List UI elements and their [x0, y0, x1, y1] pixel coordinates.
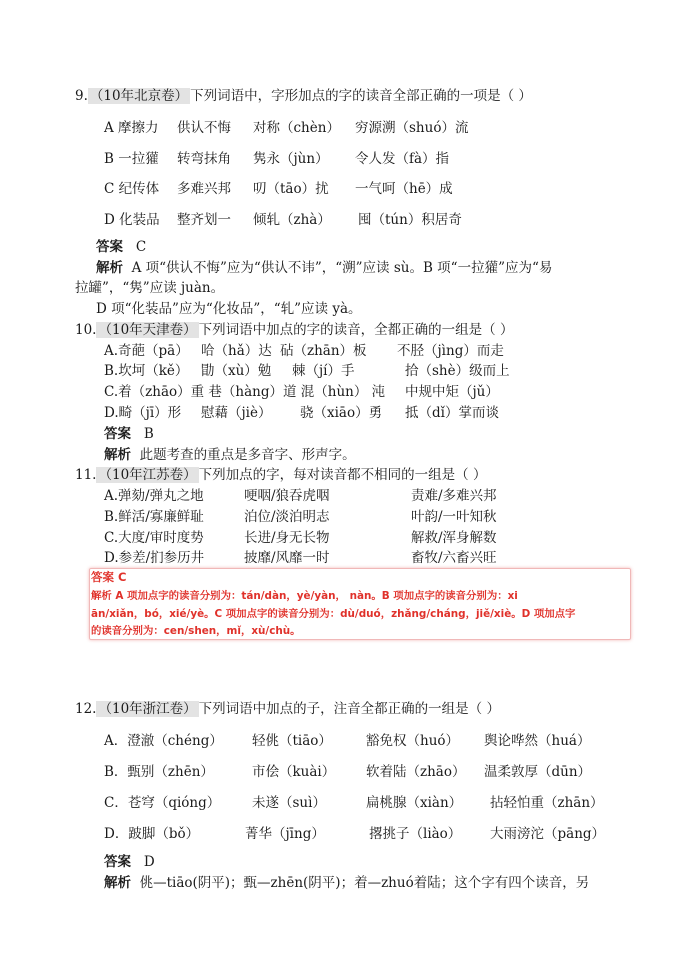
q9-source-tag: （10年北京卷）	[89, 88, 189, 104]
q10-option-d-c1: D.畸（jī）形	[104, 405, 182, 421]
q10-option-a-c2: 哈（hǎ）达	[201, 343, 272, 359]
q12-option-a-c4: 舆论哗然（huá）	[484, 733, 591, 749]
q11-red-analysis-line2: ān/xiǎn，bó，xié/yè。C 项加点字的读音分别为：dù/duó，zhǎng/cháng，jiě/xiè。D 项加点字	[91, 608, 576, 620]
q9-option-c-c4: 一气呵（hē）成	[355, 181, 453, 197]
q10-option-c-c4: 中规中矩（jǔ）	[405, 384, 499, 400]
q10-analysis-label: 解析	[104, 447, 131, 463]
q11-stem: 下列加点的字，每对读音都不相同的一组是（ ）	[198, 467, 487, 483]
q10-option-b-c2: 勖（xù）勉	[201, 363, 272, 379]
q11-stem-line	[75, 463, 486, 483]
q11-option-a-c1: A.弹劾/弹丸之地	[104, 488, 204, 504]
q10-option-a-c4: 不胫（jìng）而走	[397, 343, 504, 359]
q9-option-a-c4: 穷源溯（shuó）流	[355, 120, 469, 136]
q9-option-d-c2: 整齐划一	[177, 212, 231, 228]
q12-option-b-c2: 市侩（kuài）	[252, 764, 336, 780]
q12-option-a-c3: 豁免权（huó）	[366, 733, 460, 749]
q12-analysis-label: 解析	[104, 875, 131, 891]
q9-option-b-c2: 转弯抹角	[177, 151, 231, 167]
q12-option-a-c1: A．澄澈（chéng）	[104, 733, 223, 749]
q9-option-d-c3: 倾轧（zhà）	[253, 212, 331, 228]
q11-option-c-c3: 解救/浑身解数	[411, 530, 497, 546]
q11-option-a-c3: 责难/多难兴邦	[411, 488, 497, 504]
q9-option-d-c4: 囤（tún）积居奇	[358, 212, 462, 228]
q10-option-a-c3: 砧（zhān）板	[280, 343, 367, 359]
q12-option-b-c3: 软着陆（zhāo）	[366, 764, 466, 780]
q12-option-d-c1: D．跛脚（bǒ）	[104, 826, 200, 842]
q12-answer-label: 答案	[104, 854, 131, 870]
q9-answer-value: C	[135, 239, 147, 255]
q11-option-d-c2: 披靡/风靡一时	[244, 550, 330, 566]
q9-answer-label: 答案	[96, 239, 123, 255]
q12-stem-line	[75, 697, 500, 717]
q10-answer-label: 答案	[104, 426, 131, 442]
q11-option-c-c1: C.大度/审时度势	[104, 530, 204, 546]
q12-option-b-c1: B．甄别（zhēn）	[104, 764, 214, 780]
q9-analysis-line3: D 项“化装品”应为“化妆品”，“轧”应读 yà。	[96, 301, 362, 317]
q10-option-d-c3: 骁（xiāo）勇	[300, 405, 383, 421]
q9-option-c-c1: C 纪传体	[104, 181, 160, 197]
q10-analysis	[104, 443, 356, 463]
q12-option-a-c2: 轻佻（tiāo）	[252, 733, 332, 749]
q12-option-c-c4: 拈轻怕重（zhān）	[490, 795, 604, 811]
q12-option-d-c4: 大雨滂沱（pāng）	[490, 826, 606, 842]
q10-answer-value: B	[143, 426, 154, 442]
q11-option-a-c2: 哽咽/狼吞虎咽	[244, 488, 330, 504]
q12-number: 12.	[75, 701, 97, 717]
q9-option-a-c1: A 摩擦力	[104, 120, 159, 136]
q9-option-b-c4: 令人发（fà）指	[355, 151, 450, 167]
q12-stem: 下列词语中加点的子，注音全都正确的一组是（ ）	[198, 701, 500, 717]
q12-option-d-c2: 菁华（jīng）	[245, 826, 325, 842]
q10-option-b-c1: B.坎坷（kě）	[104, 363, 189, 379]
q10-answer	[104, 422, 154, 442]
q9-answer	[96, 235, 146, 255]
q11-option-d-c1: D.参差/扪参历井	[104, 550, 205, 566]
q12-source-tag: （10年浙江卷）	[98, 701, 197, 717]
q10-stem: 下列词语中加点的字的读音，全都正确的一组是（ ）	[198, 322, 514, 338]
q10-option-c-c1: C.着（zhāo）重 巷（hàng）道 混（hùn） 沌	[104, 384, 386, 400]
q11-option-b-c2: 泊位/淡泊明志	[244, 509, 330, 525]
q9-option-c-c3: 叨（tāo）扰	[253, 181, 329, 197]
q9-option-b-c3: 隽永（jùn）	[253, 151, 329, 167]
q12-answer-value: D	[143, 854, 155, 870]
q10-number: 10.	[75, 322, 97, 338]
q9-number: 9.	[75, 88, 88, 104]
q9-analysis-line1	[96, 256, 552, 276]
q9-option-b-c1: B 一拉獾	[104, 151, 159, 167]
q12-option-d-c3: 撂挑子（liào）	[369, 826, 462, 842]
q11-option-b-c1: B.鲜活/寡廉鲜耻	[104, 509, 204, 525]
q9-analysis-label: 解析	[96, 260, 123, 276]
q11-option-b-c3: 叶韵/一叶知秋	[411, 509, 497, 525]
q12-answer	[104, 850, 155, 870]
q10-option-b-c4: 拾（shè）级而上	[405, 363, 510, 379]
q9-option-d-c1: D 化装品	[104, 212, 160, 228]
q9-option-c-c2: 多难兴邦	[177, 181, 231, 197]
q9-analysis-text1: A 项“供认不悔”应为“供认不讳”，“溯”应读 sù。B 项“一拉獾”应为“易	[131, 260, 553, 276]
q12-option-c-c3: 扁桃腺（xiàn）	[366, 795, 463, 811]
q10-source-tag: （10年天津卷）	[98, 322, 197, 338]
q10-analysis-text: 此题考查的重点是多音字、形声字。	[139, 447, 356, 463]
q10-option-b-c3: 棘（jí）手	[292, 363, 355, 379]
q9-stem: 下列词语中，字形加点的字的读音全部正确的一项是（ ）	[190, 88, 532, 104]
q11-option-d-c3: 畜牧/六畜兴旺	[411, 550, 497, 566]
q12-analysis	[104, 871, 589, 891]
q12-option-c-c1: C．苍穹（qióng）	[104, 795, 221, 811]
q9-analysis-line2: 拉罐”，“隽”应读 juàn。	[75, 280, 225, 296]
q10-option-a-c1: A.奇葩（pā）	[104, 343, 189, 359]
q11-red-answer: 答案 C	[91, 570, 127, 584]
q9-option-a-c3: 对称（chèn）	[253, 120, 340, 136]
q11-option-c-c2: 长进/身无长物	[244, 530, 330, 546]
q9-stem-line	[75, 84, 532, 104]
q10-stem-line	[75, 318, 513, 338]
q12-analysis-text: 佻—tiāo(阴平)；甄—zhēn(阴平)；着—zhuó着陆；这个字有四个读音，另	[139, 875, 590, 891]
q11-red-analysis-line1: 解析 A 项加点字的读音分别为：tán/dàn，yè/yàn， nàn。B 项加点字的读音分别为：xi	[91, 590, 518, 602]
q11-red-analysis-line3: 的读音分别为：cen/shen，mǐ，xù/chù。	[91, 625, 301, 637]
q11-number: 11.	[75, 467, 97, 483]
q12-option-c-c2: 未遂（suì）	[252, 795, 326, 811]
q11-source-tag: （10年江苏卷）	[98, 467, 197, 483]
q12-option-b-c4: 温柔敦厚（dūn）	[484, 764, 592, 780]
q10-option-d-c4: 抵（dǐ）掌而谈	[405, 405, 499, 421]
q10-option-d-c2: 慰藉（jiè）	[201, 405, 272, 421]
q9-option-a-c2: 供认不悔	[177, 120, 231, 136]
